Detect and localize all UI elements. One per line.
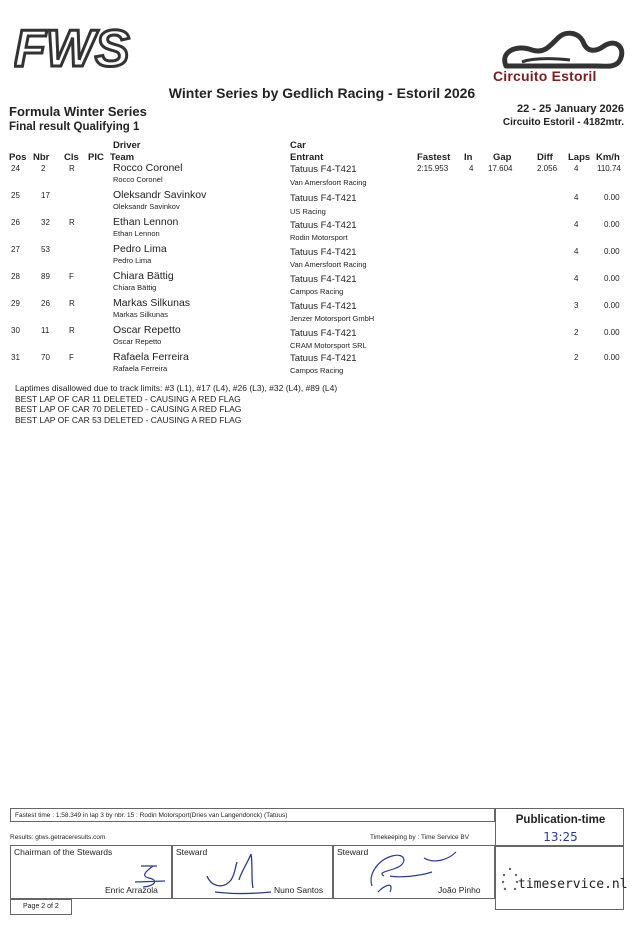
timeservice-dots-icon (500, 865, 520, 895)
row-driver: Rafaela Ferreira (113, 351, 189, 363)
row-pos: 27 (11, 245, 20, 254)
row-laps: 2 (574, 353, 579, 362)
chairman-label: Chairman of the Stewards (14, 847, 113, 857)
event-dates: 22 - 25 January 2026 (516, 103, 624, 115)
result-row (0, 325, 644, 352)
circuito-estoril-wordmark: Circuito Estoril (493, 68, 597, 84)
note-track-limits: Laptimes disallowed due to track limits: #3 (L1), #17 (L4), #26 (L3), #32 (L4), #89 (L4) (15, 383, 338, 393)
result-row (0, 271, 644, 298)
row-nbr: 53 (41, 245, 50, 254)
row-kmh: 0.00 (604, 328, 620, 337)
result-row (0, 163, 644, 190)
row-in: 4 (469, 164, 474, 173)
col-header-pic: PIC (88, 152, 104, 163)
publication-box (495, 808, 624, 846)
row-car: Tatuus F4-T421 (290, 164, 357, 175)
row-team: Pedro Lima (113, 256, 152, 265)
result-row (0, 352, 644, 379)
row-nbr: 70 (41, 353, 50, 362)
timeservice-logo-text: timeservice.nl (518, 877, 628, 892)
row-team: Oleksandr Savinkov (113, 202, 180, 211)
result-row (0, 190, 644, 217)
row-driver: Oleksandr Savinkov (113, 189, 207, 201)
col-header-laps: Laps (568, 152, 591, 163)
note-red-flag: BEST LAP OF CAR 53 DELETED - CAUSING A RED FLAG (15, 414, 242, 425)
row-team: Ethan Lennon (113, 229, 160, 238)
col-header-in: In (464, 152, 473, 163)
row-car: Tatuus F4-T421 (290, 353, 357, 364)
steward-name: Nuno Santos (274, 885, 324, 895)
steward-label: Steward (337, 847, 369, 857)
col-header-driver: Driver (113, 140, 141, 151)
row-car: Tatuus F4-T421 (290, 301, 357, 312)
row-kmh: 0.00 (604, 247, 620, 256)
timeservice-logo-box (495, 846, 628, 910)
row-pos: 30 (11, 326, 20, 335)
page-number: Page 2 of 2 (10, 899, 72, 915)
publication-time: 13:25 (543, 830, 578, 844)
chairman-signature-box (10, 845, 172, 899)
result-row (0, 217, 644, 244)
row-pos: 29 (11, 299, 20, 308)
row-entrant: Van Amersfoort Racing (290, 260, 367, 269)
steward-label: Steward (176, 847, 208, 857)
row-fastest: 2:15.953 (417, 164, 449, 173)
results-website: Results: gtws.getraceresults.com (10, 834, 106, 841)
row-pos: 31 (11, 353, 20, 362)
circuit-length: Circuito Estoril - 4182mtr. (502, 117, 624, 128)
note-red-flag: BEST LAP OF CAR 70 DELETED - CAUSING A RED FLAG (15, 404, 242, 414)
row-cls: R (69, 299, 75, 308)
row-laps: 4 (574, 247, 579, 256)
row-driver: Chiara Bättig (113, 270, 174, 282)
row-pos: 26 (11, 218, 20, 227)
session-name: Final result Qualifying 1 (9, 121, 140, 133)
row-nbr: 26 (41, 299, 50, 308)
row-team: Oscar Repetto (113, 337, 162, 346)
col-header-fastest: Fastest (417, 152, 451, 163)
col-header-team: Team (110, 152, 135, 163)
col-header-kmh: Km/h (596, 152, 620, 163)
row-laps: 4 (574, 220, 579, 229)
col-header-entrant: Entrant (290, 152, 324, 163)
timekeeping-credit: Timekeeping by : Time Service BV (370, 834, 470, 841)
fws-logo (14, 18, 154, 74)
result-row (0, 298, 644, 325)
row-nbr: 17 (41, 191, 50, 200)
row-entrant: Campos Racing (290, 287, 344, 296)
row-pos: 28 (11, 272, 20, 281)
row-entrant: Van Amersfoort Racing (290, 178, 367, 187)
row-driver: Pedro Lima (113, 243, 167, 255)
steward-name: João Pinho (438, 885, 481, 895)
row-laps: 2 (574, 328, 579, 337)
col-header-pos: Pos (9, 152, 27, 163)
row-gap: 17.604 (488, 164, 513, 173)
row-entrant: Campos Racing (290, 366, 344, 375)
row-team: Chiara Bättig (113, 283, 157, 292)
row-car: Tatuus F4-T421 (290, 220, 357, 231)
row-driver: Markas Silkunas (113, 297, 191, 309)
event-title: Winter Series by Gedlich Racing - Estoril 2026 (168, 85, 476, 101)
row-pos: 25 (11, 191, 20, 200)
chairman-name: Enric Arrazola (105, 885, 158, 895)
row-cls: F (69, 272, 74, 281)
steward-signature-box (172, 845, 333, 899)
steward-signature (195, 846, 275, 898)
row-nbr: 2 (41, 164, 46, 173)
row-laps: 4 (574, 164, 579, 173)
row-entrant: CRAM Motorsport SRL (290, 341, 367, 350)
row-kmh: 0.00 (604, 353, 620, 362)
row-driver: Rocco Coronel (113, 162, 183, 174)
row-kmh: 0.00 (604, 274, 620, 283)
row-car: Tatuus F4-T421 (290, 193, 357, 204)
publication-label: Publication-time (515, 814, 606, 826)
row-car: Tatuus F4-T421 (290, 328, 357, 339)
row-car: Tatuus F4-T421 (290, 274, 357, 285)
row-driver: Ethan Lennon (113, 216, 179, 228)
row-car: Tatuus F4-T421 (290, 247, 357, 258)
fastest-time-line: Fastest time : 1:58.349 in lap 3 by nbr. 15 : Rodin Motorsport(Dries van Langendonck) (Tatuus) (10, 808, 495, 822)
row-entrant: Rodin Motorsport (290, 233, 348, 242)
col-header-diff: Diff (537, 152, 553, 163)
note-red-flag: BEST LAP OF CAR 11 DELETED - CAUSING A RED FLAG (15, 393, 241, 404)
result-row (0, 244, 644, 271)
col-header-car: Car (290, 140, 306, 151)
col-header-gap: Gap (493, 152, 512, 163)
row-laps: 4 (574, 193, 579, 202)
row-kmh: 110.74 (597, 164, 621, 173)
fws-logo-text: FWS (14, 20, 130, 74)
row-nbr: 11 (41, 326, 50, 335)
row-pos: 24 (11, 164, 20, 173)
row-kmh: 0.00 (604, 193, 620, 202)
row-cls: F (69, 353, 74, 362)
row-diff: 2.056 (537, 164, 558, 173)
row-driver: Oscar Repetto (113, 324, 181, 336)
row-entrant: US Racing (290, 207, 326, 216)
row-cls: R (69, 164, 75, 173)
steward-signature-box (333, 845, 495, 899)
row-kmh: 0.00 (604, 220, 620, 229)
race-notes (15, 383, 337, 425)
row-team: Rafaela Ferreira (113, 364, 168, 373)
row-entrant: Jenzer Motorsport GmbH (290, 314, 375, 323)
row-nbr: 32 (41, 218, 50, 227)
row-laps: 4 (574, 274, 579, 283)
row-laps: 3 (574, 301, 579, 310)
row-team: Markas Silkunas (113, 310, 169, 319)
row-nbr: 89 (41, 272, 50, 281)
row-cls: R (69, 326, 75, 335)
row-cls: R (69, 218, 75, 227)
col-header-cls: Cls (64, 152, 79, 163)
row-team: Rocco Coronel (113, 175, 163, 184)
series-name: Formula Winter Series (9, 104, 147, 119)
row-kmh: 0.00 (604, 301, 620, 310)
col-header-nbr: Nbr (33, 152, 50, 163)
